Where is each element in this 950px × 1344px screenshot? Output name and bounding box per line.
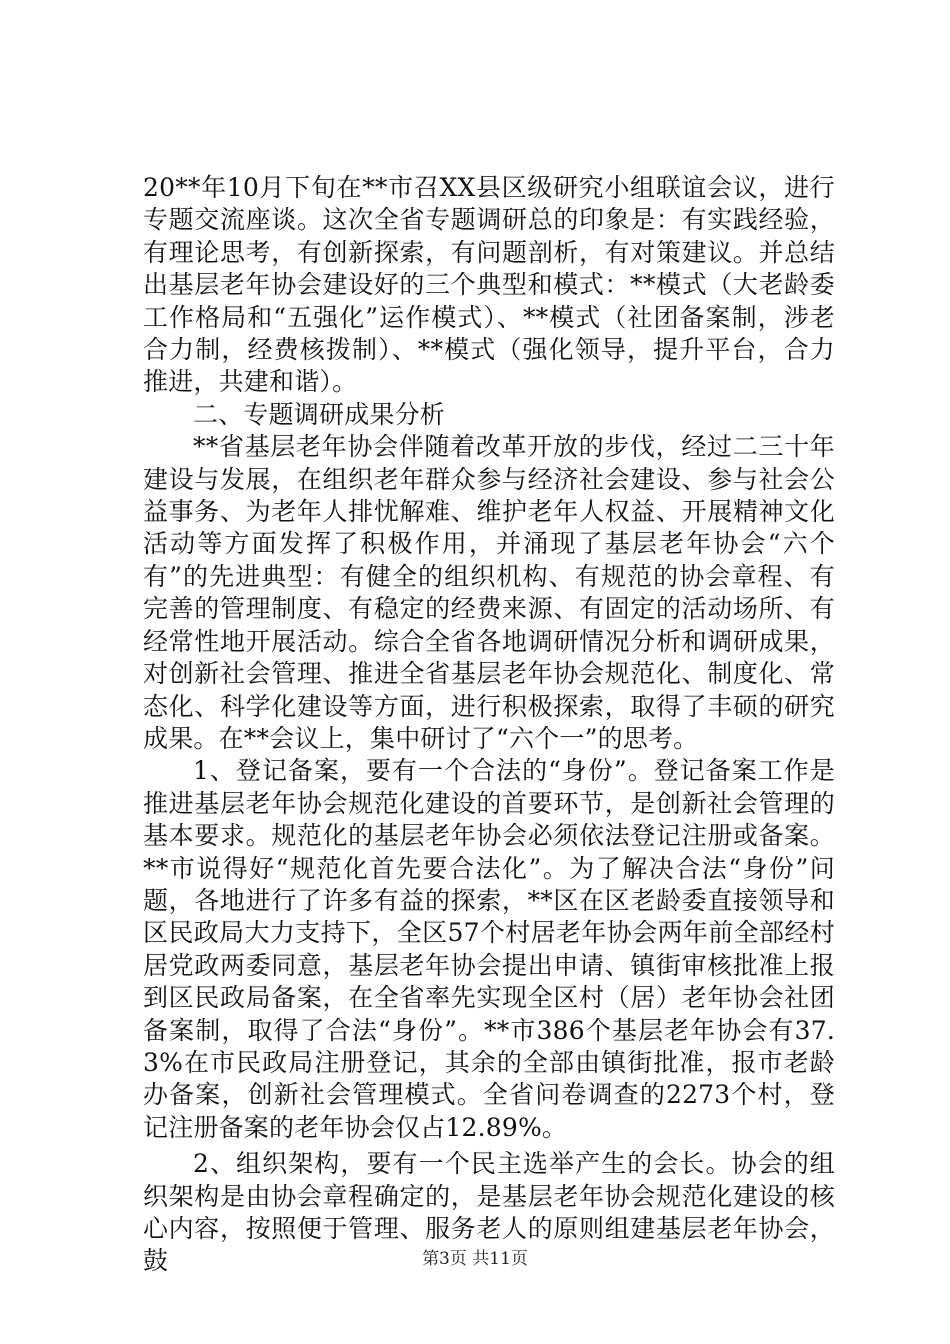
- document-body: [143, 172, 835, 1278]
- paragraph-registration: 1、登记备案，要有一个合法的“身份”。登记备案工作是推进基层老年协会规范化建设的首要环节，是创新社会管理的基本要求。规范化的基层老年协会必须依法登记注册或备案。**市说得好“规范化首先要合法化”。为了解决合法“身份”问题，各地进行了许多有益的探索，**区在区老龄委直接领导和区民政局大力支持下，全区57个村居老年协会两年前全部经村居党政两委同意，基层老年协会提出申请、镇街审核批准上报到区民政局备案，在全省率先实现全区村（居）老年协会社团备案制，取得了合法“身份”。**市386个基层老年协会有37.3%在市民政局注册登记，其余的全部由镇街批准，报市老龄办备案，创新社会管理模式。全省问卷调查的2273个村，登记注册备案的老年协会仅占12.89%。: [143, 756, 835, 1142]
- section-heading: 二、专题调研成果分析: [193, 399, 446, 429]
- paragraph-intro: 20**年10月下旬在**市召XX县区级研究小组联谊会议，进行专题交流座谈。这次全省专题调研总的印象是：有实践经验，有理论思考，有创新探索，有问题剖析，有对策建议。并总结出基层老年协会建设好的三个典型和模式：**模式（大老龄委工作格局和“五强化”运作模式）、**模式（社团备案制，涉老合力制，经费核拨制）、**模式（强化领导，提升平台，合力推进，共建和谐）。: [143, 173, 835, 397]
- page-footer: 第3页 共11页: [422, 1249, 528, 1269]
- paragraph-organization: 2、组织架构，要有一个民主选举产生的会长。协会的组织架构是由协会章程确定的，是基层老年协会规范化建设的核心内容，按照便于管理、服务老人的原则组建基层老年协会，鼓: [143, 1149, 835, 1276]
- paragraph-analysis: **省基层老年协会伴随着改革开放的步伐，经过二三十年建设与发展，在组织老年群众参与经济社会建设、参与社会公益事务、为老年人排忧解难、维护老年人权益、开展精神文化活动等方面发挥了积极作用，并涌现了基层老年协会“六个有”的先进典型：有健全的组织机构、有规范的协会章程、有完善的管理制度、有稳定的经费来源、有固定的活动场所、有经常性地开展活动。综合全省各地调研情况分析和调研成果，对创新社会管理、推进全省基层老年协会规范化、制度化、常态化、科学化建设等方面，进行积极探索，取得了丰硕的研究成果。在**会议上，集中研讨了“六个一”的思考。: [143, 432, 835, 753]
